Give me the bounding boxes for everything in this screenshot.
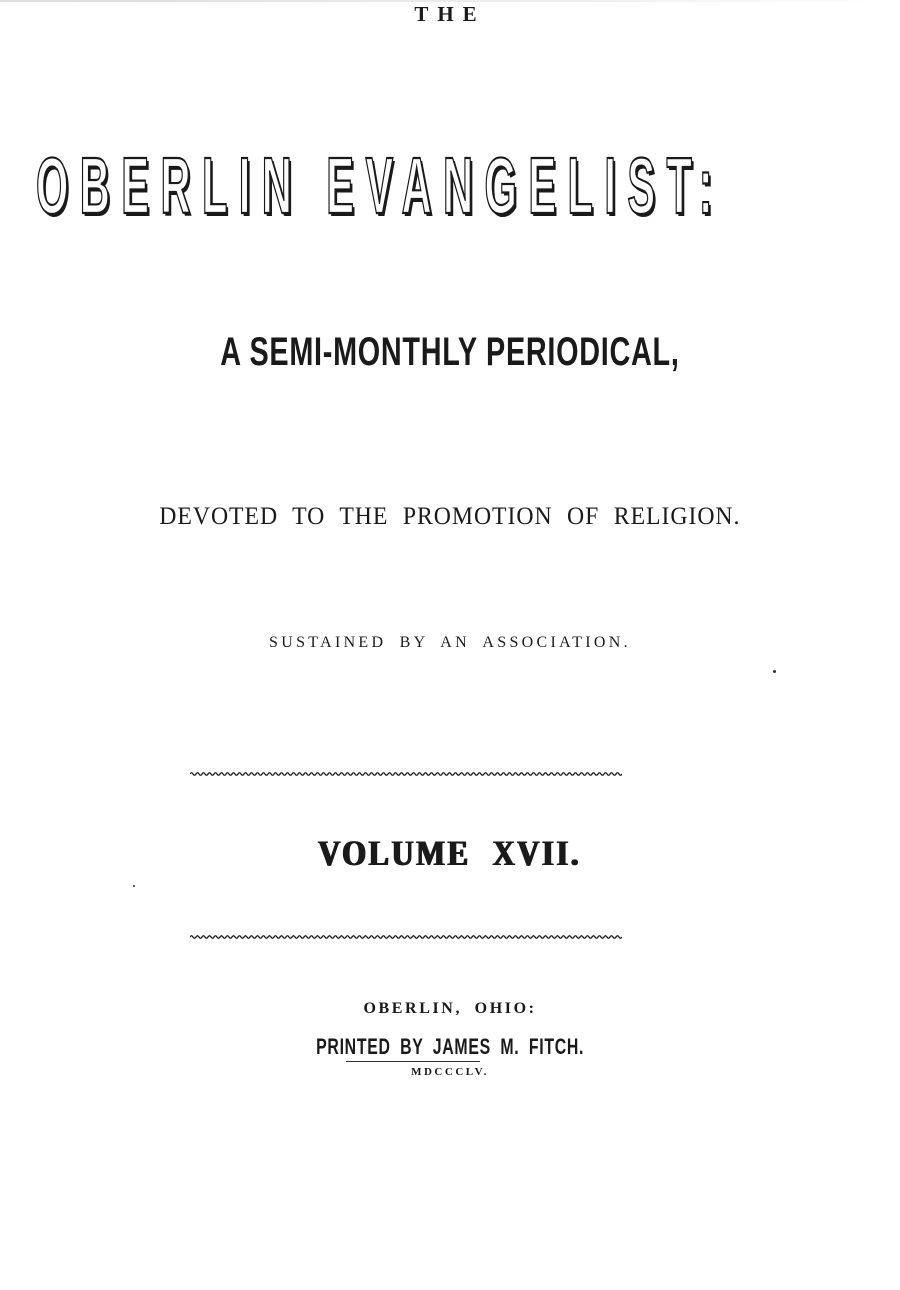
volume-line bbox=[0, 832, 900, 874]
date-rule bbox=[346, 1061, 480, 1062]
wavy-rule-top bbox=[190, 770, 622, 778]
wavy-rule-top-graphic bbox=[190, 770, 622, 778]
subtitle-text: A SEMI-MONTHLY PERIODICAL, bbox=[220, 330, 680, 374]
article-the: THE bbox=[414, 2, 486, 26]
subtitle bbox=[0, 330, 900, 375]
place-line: OBERLIN, OHIO: bbox=[363, 1000, 537, 1017]
volume-text: VOLUME XVII. bbox=[318, 833, 582, 873]
printer-text: PRINTED BY JAMES M. FITCH. bbox=[315, 1034, 585, 1059]
sustained-line: SUSTAINED BY AN ASSOCIATION. bbox=[269, 634, 631, 651]
wavy-rule-bottom bbox=[190, 933, 622, 941]
devotion-text: DEVOTED TO THE PROMOTION OF RELIGION. bbox=[159, 503, 741, 530]
masthead-title: OBERLIN EVANGELIST: bbox=[36, 141, 725, 230]
printer-line bbox=[0, 1034, 900, 1060]
ink-speck bbox=[773, 670, 776, 673]
devotion-line bbox=[0, 503, 900, 531]
ink-speck bbox=[133, 885, 135, 887]
date-line: MDCCCLV. bbox=[411, 1066, 489, 1078]
wavy-rule-bottom-graphic bbox=[190, 933, 622, 941]
masthead-container bbox=[36, 138, 816, 238]
